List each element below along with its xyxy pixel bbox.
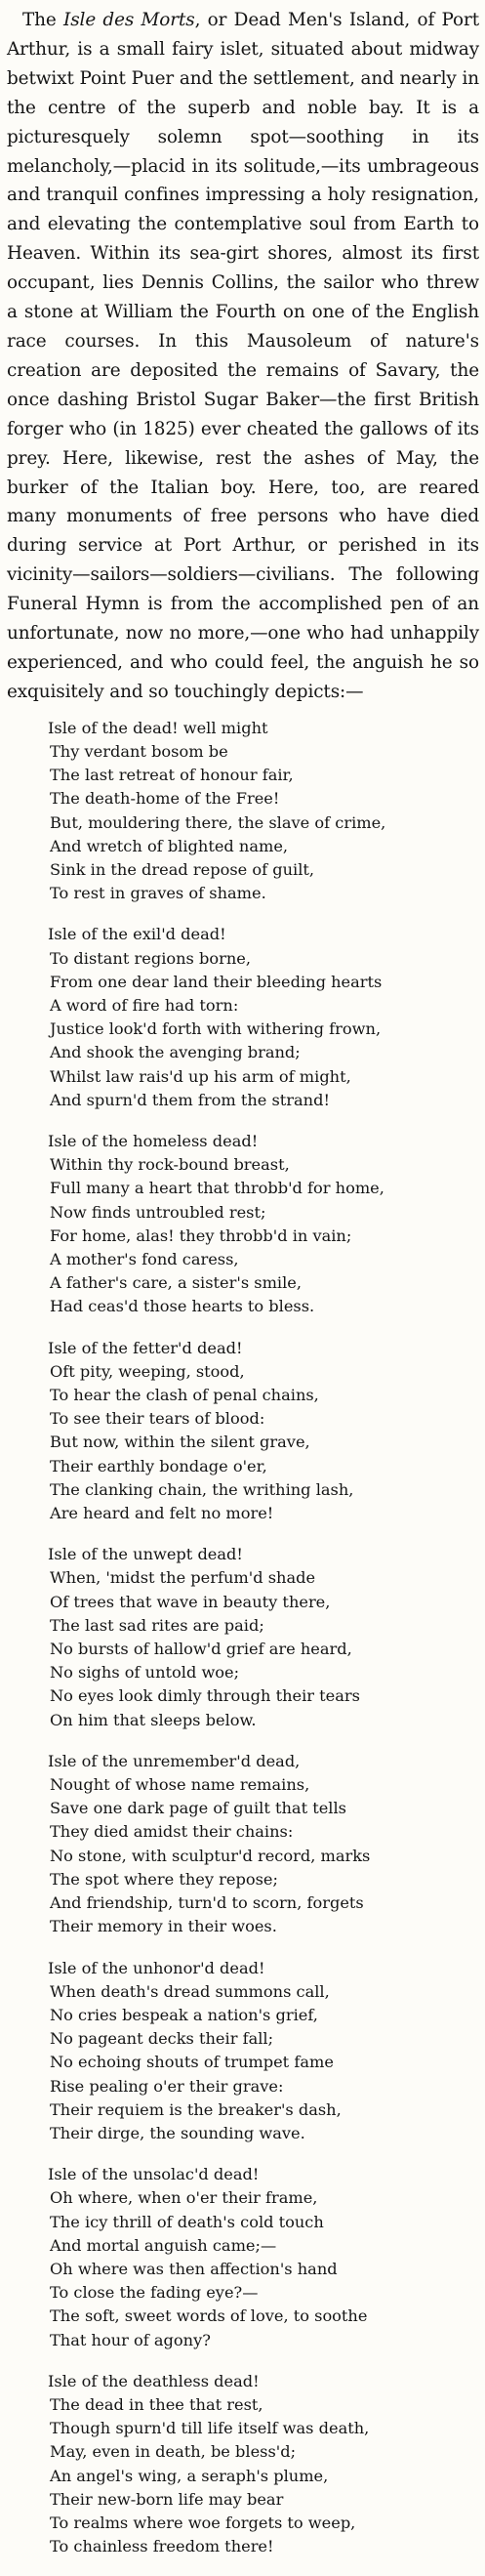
poem-line: On him that sleeps below.: [50, 1710, 257, 1729]
poem-line: No pageant decks their fall;: [50, 2029, 274, 2049]
funeral-hymn: [7, 717, 479, 2559]
poem-stanza: [48, 717, 479, 906]
poem-line: When, 'midst the perfum'd shade: [50, 1568, 316, 1588]
poem-line: Oft pity, weeping, stood,: [50, 1361, 245, 1381]
poem-line: Their earthly bondage o'er,: [50, 1456, 267, 1475]
poem-line: That hour of agony?: [50, 2330, 211, 2349]
poem-line: The spot where they repose;: [50, 1869, 278, 1889]
poem-line: No cries bespeak a nation's grief,: [50, 2005, 318, 2024]
poem-line: Their requiem is the breaker's dash,: [50, 2099, 342, 2119]
poem-line: The death-home of the Free!: [50, 789, 280, 809]
poem-line: Now finds untroubled rest;: [50, 1202, 266, 1222]
poem-stanza: [48, 1130, 479, 1319]
document-page: [7, 6, 479, 2576]
poem-line: No sighs of untold woe;: [50, 1663, 240, 1683]
poem-line: To close the fading eye?—: [50, 2283, 259, 2303]
poem-line: The icy thrill of death's cold touch: [50, 2212, 324, 2231]
poem-stanza: [48, 1750, 479, 1939]
poem-line: To realms where woe forgets to weep,: [50, 2513, 356, 2532]
poem-line: Full many a heart that throbb'd for home,: [50, 1179, 384, 1198]
poem-line: And spurn'd them from the strand!: [50, 1090, 330, 1109]
poem-line: No eyes look dimly through their tears: [50, 1686, 360, 1706]
poem-stanza: [48, 1543, 479, 1732]
poem-line: Are heard and felt no more!: [50, 1504, 274, 1523]
poem-line: Isle of the unwept dead!: [48, 1545, 243, 1564]
poem-stanza: [48, 2370, 479, 2559]
poem-line: But, mouldering there, the slave of crime,: [50, 812, 386, 832]
poem-line: Isle of the dead! well might: [48, 718, 268, 737]
poem-line: Nought of whose name remains,: [50, 1775, 310, 1795]
poem-line: Though spurn'd till life itself was death,: [50, 2419, 370, 2438]
poem-line: Isle of the exil'd dead!: [48, 925, 226, 944]
intro-title-italic: Isle des Morts: [63, 10, 195, 30]
poem-line: Had ceas'd those hearts to bless.: [50, 1297, 315, 1316]
poem-line: Isle of the unremember'd dead,: [48, 1751, 301, 1770]
poem-line: Oh where, when o'er their frame,: [50, 2188, 318, 2208]
poem-line: Save one dark page of guilt that tells: [50, 1799, 346, 1818]
poem-line: No echoing shouts of trumpet fame: [50, 2053, 334, 2072]
poem-line: May, even in death, be bless'd;: [50, 2442, 297, 2462]
poem-line: And mortal anguish came;—: [50, 2235, 277, 2255]
poem-line: Within thy rock-bound breast,: [50, 1155, 290, 1175]
poem-line: No bursts of hallow'd grief are heard,: [50, 1640, 352, 1659]
poem-line: And wretch of blighted name,: [50, 836, 289, 855]
poem-line: To see their tears of blood:: [50, 1409, 265, 1429]
poem-line: The clanking chain, the writhing lash,: [50, 1479, 354, 1499]
poem-line: Their new-born life may bear: [50, 2489, 284, 2509]
poem-line: Rise pealing o'er their grave:: [50, 2076, 284, 2096]
poem-line: The soft, sweet words of love, to soothe: [50, 2306, 368, 2326]
poem-line: Whilst law rais'd up his arm of might,: [50, 1066, 351, 1086]
poem-line: When death's dread summons call,: [50, 1981, 330, 2001]
poem-line: They died amidst their chains:: [50, 1822, 294, 1842]
poem-stanza: [48, 1337, 479, 1526]
intro-paragraph: [7, 6, 479, 707]
poem-line: But now, within the silent grave,: [50, 1433, 310, 1452]
poem-stanza: [48, 923, 479, 1112]
poem-line: And friendship, turn'd to scorn, forgets: [50, 1893, 364, 1913]
poem-line: No stone, with sculptur'd record, marks: [50, 1846, 371, 1865]
poem-line: To rest in graves of shame.: [50, 884, 266, 903]
poem-line: Of trees that wave in beauty there,: [50, 1592, 331, 1611]
poem-line: For home, alas! they throbb'd in vain;: [50, 1226, 352, 1245]
poem-line: To distant regions borne,: [50, 948, 251, 968]
poem-line: And shook the avenging brand;: [50, 1043, 301, 1062]
intro-body: , or Dead Men's Island, of Port Arthur, is a small fairy islet, situated about midway betwixt Point Puer and the settlement, and nearly in the centre of the superb and noble bay. It is a picturesquely solemn spot—soothing in its melancholy,—placid in its solitude,—its umbrageous and tranquil confines impressing a holy resignation, and elevating the contemplative soul from Earth to Heaven. Within its sea-girt shores, almost its first occupant, lies Dennis Collins, the sailor who threw a stone at William the Fourth on one of the English race courses. In this Mausoleum of nature's creation are deposited the remains of Savary, the once dashing Bristol Sugar Baker—the first British forger who (in 1825) ever cheated the gallows of its prey. Here, likewise, rest the ashes of May, the burker of the Italian boy. Here, too, are reared many monuments of free persons who have died during service at Port Arthur, or perished in its vicinity—sailors—soldiers—civilians. The following Funeral Hymn is from the accomplished pen of an unfortunate, now no more,—one who had unhappily experienced, and who could feel, the anguish he so exquisitely and so touchingly depicts:—: [7, 10, 479, 702]
poem-line: Isle of the unhonor'd dead!: [48, 1958, 265, 1977]
poem-line: Justice look'd forth with withering frown,: [50, 1019, 382, 1039]
poem-line: To chainless freedom there!: [50, 2537, 274, 2556]
poem-line: The last retreat of honour fair,: [50, 766, 294, 785]
poem-stanza: [48, 1957, 479, 2146]
poem-line: The last sad rites are paid;: [50, 1615, 264, 1635]
poem-line: Thy verdant bosom be: [50, 741, 228, 761]
poem-line: A father's care, a sister's smile,: [50, 1273, 303, 1293]
poem-line: To hear the clash of penal chains,: [50, 1386, 319, 1405]
poem-line: Their memory in their woes.: [50, 1917, 277, 1936]
intro-title-prefix: The: [22, 10, 64, 30]
poem-stanza: [48, 2163, 479, 2352]
poem-line: Sink in the dread repose of guilt,: [50, 859, 315, 879]
poem-line: Isle of the unsolac'd dead!: [48, 2165, 260, 2184]
poem-line: Isle of the fetter'd dead!: [48, 1338, 243, 1357]
poem-line: A mother's fond caress,: [50, 1250, 239, 1269]
poem-line: Isle of the homeless dead!: [48, 1132, 259, 1150]
poem-line: Isle of the deathless dead!: [48, 2371, 260, 2390]
poem-line: A word of fire had torn:: [50, 995, 239, 1015]
poem-line: Oh where was then affection's hand: [50, 2259, 338, 2278]
poem-line: Their dirge, the sounding wave.: [50, 2123, 305, 2142]
poem-line: The dead in thee that rest,: [50, 2394, 263, 2414]
poem-line: From one dear land their bleeding hearts: [50, 972, 383, 991]
poem-line: An angel's wing, a seraph's plume,: [50, 2466, 329, 2485]
